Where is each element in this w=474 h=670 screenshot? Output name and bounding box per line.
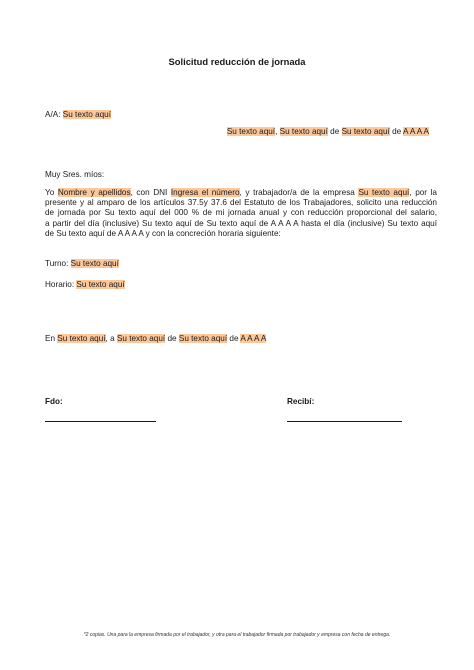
body-end-text: , por la: [409, 188, 437, 197]
shift-label: Turno:: [45, 259, 69, 268]
closing-en: En: [45, 334, 56, 343]
body-line-1: [45, 188, 437, 198]
schedule-label: Horario:: [45, 280, 75, 289]
body-yo: Yo: [45, 188, 55, 197]
footer-note: *2 copias. Una para la empresa firmada por el trabajador, y otra para el trabajador firmada por trabajador y empresa con fecha de entrega.: [83, 632, 391, 638]
addressee-line: [45, 110, 111, 120]
schedule-line: [45, 280, 125, 290]
signature-right-label: Recibí:: [287, 397, 315, 406]
closing-line: [45, 334, 266, 344]
date-de-1: de: [330, 127, 340, 136]
signature-left-label: Fdo:: [45, 397, 63, 406]
name-field[interactable]: Nombre y apellidos: [57, 188, 131, 197]
greeting: Muy Sres. míos:: [45, 170, 105, 179]
date-year-field[interactable]: A A A A: [403, 127, 429, 136]
dni-field[interactable]: Ingresa el número: [170, 188, 240, 197]
shift-field[interactable]: Su texto aquí: [70, 259, 119, 268]
date-place-field[interactable]: Su texto aquí: [226, 127, 276, 136]
date-month-field[interactable]: Su texto aquí: [341, 127, 390, 136]
closing-year-field[interactable]: A A A A: [240, 334, 267, 343]
document-title: Solicitud reducción de jornada: [168, 56, 306, 67]
date-de-2: de: [392, 127, 402, 136]
shift-line: [45, 259, 119, 269]
body-line-4: a partir del día (inclusive) Su texto aquí de Su texto aquí de A A A A hasta el día (inclusive) Su texto aquí: [45, 218, 437, 228]
addressee-name-field[interactable]: Su texto aquí: [62, 110, 112, 119]
signature-left-line: [45, 421, 156, 422]
date-day-field[interactable]: Su texto aquí: [279, 127, 328, 136]
addressee-label: A/A:: [45, 110, 61, 119]
body-mid-text: , y trabajador/a de la empresa: [239, 188, 355, 197]
closing-sep: , a: [105, 334, 115, 343]
date-line: [227, 127, 429, 137]
closing-month-field[interactable]: Su texto aquí: [178, 334, 228, 343]
request-body: [45, 188, 437, 239]
body-dni-text: , con DNI: [130, 188, 168, 197]
closing-day-field[interactable]: Su texto aquí: [116, 334, 166, 343]
closing-place-field[interactable]: Su texto aquí: [57, 334, 106, 343]
company-field[interactable]: Su texto aquí: [358, 188, 410, 197]
closing-de-1: de: [167, 334, 177, 343]
body-line-2: presente y al amparo de los artículos 37.5y 37.6 del Estatuto de los Trabajadores, solicito una reducción: [45, 198, 437, 208]
schedule-field[interactable]: Su texto aquí: [76, 280, 125, 289]
date-sep: ,: [275, 127, 278, 136]
body-line-5: de Su texto aquí de A A A A y con la concreción horaria siguiente:: [45, 228, 281, 238]
body-line-3: de jornada por Su texto aquí del 000 % de mi jornada anual y con reducción proporcional del salario,: [45, 208, 437, 218]
closing-de-2: de: [229, 334, 239, 343]
signature-right-line: [287, 421, 402, 422]
